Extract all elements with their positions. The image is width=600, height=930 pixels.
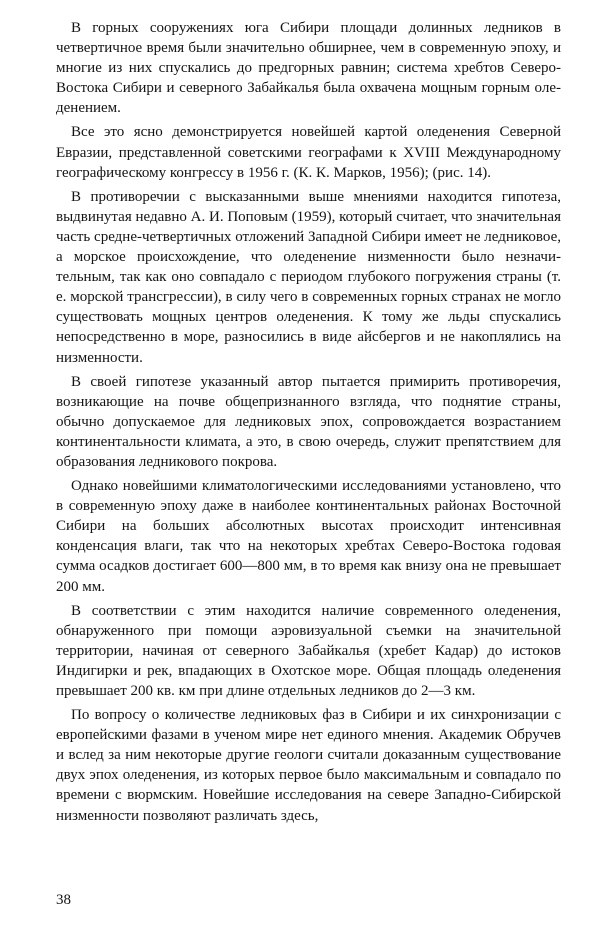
document-page [56, 18, 561, 918]
paragraph-modern-glaciation: В соответствии с этим находится наличие современного оледенения, обнаруженного при помощи аэровизуальной съемки на значительной территории, начиная от северного Забайкалья (хребет Кадар) до истоков Индигирки и рек, впадающих в Охотское море. Общая площадь оледенения превышает 200 кв. км при длине отдельных ледников до 2—3 км. [56, 602, 561, 699]
paragraph-mountain-glaciers: В горных сооружениях юга Сибири площади долинных ледников в четвертичное время были значительно обширнее, чем в современную эпоху, и многие из них спускались до предгорных равнин; система хребтов Северо-Востока Сибири и северного Забайкалья была охвачена мощным горным оледенением. [56, 20, 561, 117]
paragraph-glacial-phases: По вопросу о количестве ледниковых фаз в Сибири и их синхронизации с европейскими фазами в ученом мире нет единого мнения. Академик Обручев и вслед за ним некоторые другие геологи считали доказанным существование двух эпох оледенения, из которых первое было максимальным и совпадало по времени с вюрмским. Новейшие исследования на севере Западно-Сибирской низменности позволяют различать здесь, [56, 707, 561, 824]
paragraph-continentality: В своей гипотезе указанный автор пытается примирить противоречия, возникающие на почве общепризнанного взгляда, что поднятие страны, обычно допускаемое для ледниковых эпох, сопровождается возрастанием континентальности климата, а это, в свою очередь, служит препятствием для образования ледникового покрова. [56, 373, 561, 470]
paragraph-popov-hypothesis: В противоречии с высказанными выше мнениями находится гипотеза, выдвинутая недавно А. И. Поповым (1959), который считает, что значительная часть средне-четвертичных отложений Западной Сибири имеет не ледниковое, а морское происхождение, что оледенение низменности было незначительным, так как оно совпадало с периодом глубокого погружения страны (т. е. морской трансгрессии), в силу чего в современных горных странах не могло существовать мощных центров оледенения. К тому же льды спускались непосредственно в море, разносились в виде айсбергов и не накоплялись на низменности. [56, 188, 561, 366]
paragraph-glaciation-map: Все это ясно демонстрируется новейшей картой оледенения Северной Евразии, представленной советскими географами к XVIII Международному географическому конгрессу в 1956 г. (К. К. Марков, 1956); (рис. 14). [56, 124, 561, 181]
page-number: 38 [56, 892, 71, 908]
paragraph-climatology-research: Однако новейшими климатологическими исследованиями установлено, что в современную эпоху даже в наиболее континентальных районах Восточной Сибири на больших абсолютных высотах происходит интенсивная конденсация влаги, так что на некоторых хребтах Северо-Востока годовая сумма осадков достигает 600—800 мм, в то время как внизу она не превышает 200 мм. [56, 478, 561, 595]
